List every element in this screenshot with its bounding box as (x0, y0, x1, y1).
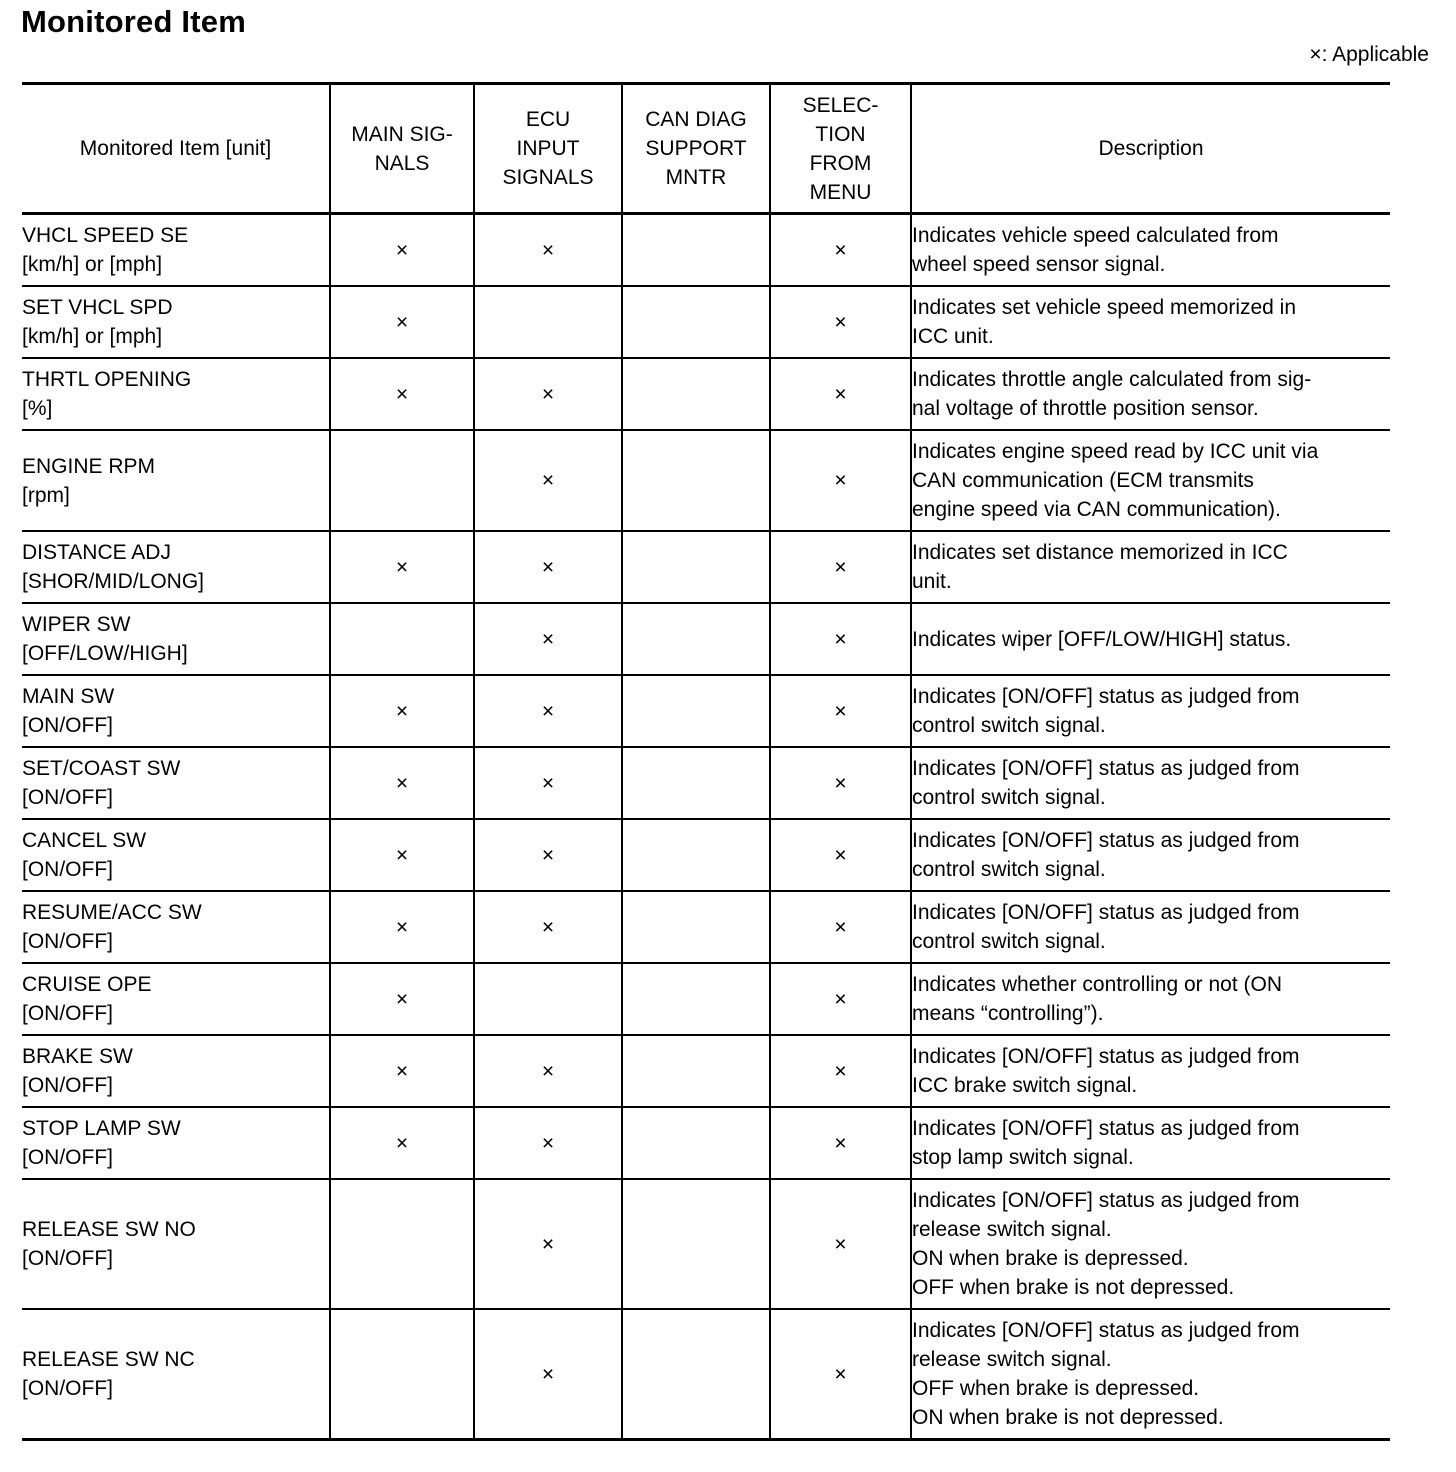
cell-selection-menu: × (770, 531, 911, 603)
table-row (22, 1309, 1390, 1440)
cell-selection-menu: × (770, 1179, 911, 1309)
cell-selection-menu: × (770, 286, 911, 358)
cell-ecu-input: × (474, 1309, 622, 1440)
cell-can-diag (622, 819, 770, 891)
cell-item: SET/COAST SW [ON/OFF] (22, 747, 330, 819)
table-row (22, 675, 1390, 747)
cell-item: SET VHCL SPD [km/h] or [mph] (22, 286, 330, 358)
cell-can-diag (622, 286, 770, 358)
cell-can-diag (622, 531, 770, 603)
cell-item: CRUISE OPE [ON/OFF] (22, 963, 330, 1035)
cell-ecu-input: × (474, 1179, 622, 1309)
cell-main-signals (330, 430, 474, 531)
table-row (22, 531, 1390, 603)
cell-item: WIPER SW [OFF/LOW/HIGH] (22, 603, 330, 675)
cell-item: MAIN SW [ON/OFF] (22, 675, 330, 747)
cell-can-diag (622, 1035, 770, 1107)
cell-item: ENGINE RPM [rpm] (22, 430, 330, 531)
cell-selection-menu: × (770, 819, 911, 891)
cell-can-diag (622, 891, 770, 963)
cell-main-signals (330, 603, 474, 675)
cell-main-signals (330, 1179, 474, 1309)
cell-selection-menu: × (770, 603, 911, 675)
table-row (22, 747, 1390, 819)
cell-selection-menu: × (770, 430, 911, 531)
header-ecu-input-signals: ECU INPUT SIGNALS (474, 84, 622, 214)
table-row (22, 819, 1390, 891)
cell-main-signals: × (330, 747, 474, 819)
cell-main-signals: × (330, 286, 474, 358)
cell-main-signals: × (330, 819, 474, 891)
cell-selection-menu: × (770, 891, 911, 963)
cell-description: Indicates whether controlling or not (ON means “controlling”). (911, 963, 1390, 1035)
cell-ecu-input (474, 286, 622, 358)
cell-description: Indicates throttle angle calculated from sig- nal voltage of throttle position sensor. (911, 358, 1390, 430)
cell-can-diag (622, 1309, 770, 1440)
cell-selection-menu: × (770, 747, 911, 819)
cell-main-signals (330, 1309, 474, 1440)
header-selection-from-menu: SELEC- TION FROM MENU (770, 84, 911, 214)
cell-main-signals: × (330, 675, 474, 747)
cell-description: Indicates wiper [OFF/LOW/HIGH] status. (911, 603, 1390, 675)
table-row (22, 430, 1390, 531)
cell-description: Indicates engine speed read by ICC unit via CAN communication (ECM transmits engine speed via CAN communication). (911, 430, 1390, 531)
cell-ecu-input: × (474, 819, 622, 891)
cell-description: Indicates [ON/OFF] status as judged from ICC brake switch signal. (911, 1035, 1390, 1107)
cell-item: RESUME/ACC SW [ON/OFF] (22, 891, 330, 963)
cell-selection-menu: × (770, 963, 911, 1035)
table-row (22, 1035, 1390, 1107)
cell-can-diag (622, 214, 770, 287)
cell-ecu-input: × (474, 675, 622, 747)
cell-main-signals: × (330, 531, 474, 603)
table-row (22, 214, 1390, 287)
cell-item: CANCEL SW [ON/OFF] (22, 819, 330, 891)
page-title: Monitored Item (21, 4, 246, 39)
cell-selection-menu: × (770, 1309, 911, 1440)
cell-can-diag (622, 1107, 770, 1179)
cell-selection-menu: × (770, 214, 911, 287)
cell-selection-menu: × (770, 1035, 911, 1107)
legend-applicable: ×: Applicable (1309, 43, 1429, 66)
cell-description: Indicates vehicle speed calculated from wheel speed sensor signal. (911, 214, 1390, 287)
cell-ecu-input: × (474, 1035, 622, 1107)
cell-description: Indicates [ON/OFF] status as judged from control switch signal. (911, 675, 1390, 747)
cell-can-diag (622, 1179, 770, 1309)
cell-main-signals: × (330, 1107, 474, 1179)
cell-item: DISTANCE ADJ [SHOR/MID/LONG] (22, 531, 330, 603)
header-monitored-item: Monitored Item [unit] (22, 84, 330, 214)
cell-item: BRAKE SW [ON/OFF] (22, 1035, 330, 1107)
cell-item: RELEASE SW NO [ON/OFF] (22, 1179, 330, 1309)
table-row (22, 1107, 1390, 1179)
cell-selection-menu: × (770, 675, 911, 747)
cell-ecu-input: × (474, 430, 622, 531)
table-row (22, 1179, 1390, 1309)
cell-can-diag (622, 963, 770, 1035)
cell-can-diag (622, 747, 770, 819)
cell-item: RELEASE SW NC [ON/OFF] (22, 1348, 195, 1400)
cell-description: Indicates set distance memorized in ICC unit. (911, 531, 1390, 603)
table-row (22, 603, 1390, 675)
cell-description: Indicates set vehicle speed memorized in ICC unit. (911, 286, 1390, 358)
table-row (22, 358, 1390, 430)
header-can-diag-support-mntr: CAN DIAG SUPPORT MNTR (622, 84, 770, 214)
table-row (22, 891, 1390, 963)
cell-ecu-input: × (474, 603, 622, 675)
cell-main-signals: × (330, 891, 474, 963)
table-header-row (22, 84, 1390, 214)
cell-description: Indicates [ON/OFF] status as judged from control switch signal. (911, 891, 1390, 963)
cell-description: Indicates [ON/OFF] status as judged from release switch signal. OFF when brake is depressed. ON when brake is not depressed. (911, 1309, 1390, 1440)
cell-description: Indicates [ON/OFF] status as judged from control switch signal. (911, 819, 1390, 891)
table-row (22, 963, 1390, 1035)
cell-main-signals: × (330, 214, 474, 287)
cell-item: THRTL OPENING [%] (22, 358, 330, 430)
cell-ecu-input: × (474, 1107, 622, 1179)
cell-item: STOP LAMP SW [ON/OFF] (22, 1107, 330, 1179)
cell-ecu-input: × (474, 891, 622, 963)
cell-main-signals: × (330, 1035, 474, 1107)
header-description: Description (911, 84, 1390, 214)
cell-can-diag (622, 430, 770, 531)
cell-ecu-input: × (474, 358, 622, 430)
cell-selection-menu: × (770, 1107, 911, 1179)
table-row (22, 286, 1390, 358)
cell-can-diag (622, 358, 770, 430)
header-main-signals: MAIN SIG- NALS (330, 84, 474, 214)
cell-ecu-input: × (474, 531, 622, 603)
cell-ecu-input: × (474, 214, 622, 287)
cell-selection-menu: × (770, 358, 911, 430)
cell-can-diag (622, 603, 770, 675)
monitored-item-table (22, 82, 1390, 1441)
cell-description: Indicates [ON/OFF] status as judged from control switch signal. (911, 747, 1390, 819)
cell-description: Indicates [ON/OFF] status as judged from release switch signal. ON when brake is depressed. OFF when brake is not depressed. (911, 1179, 1390, 1309)
cell-ecu-input: × (474, 747, 622, 819)
cell-main-signals: × (330, 358, 474, 430)
cell-can-diag (622, 675, 770, 747)
cell-description: Indicates [ON/OFF] status as judged from stop lamp switch signal. (911, 1107, 1390, 1179)
cell-ecu-input (474, 963, 622, 1035)
cell-main-signals: × (330, 963, 474, 1035)
cell-item: VHCL SPEED SE [km/h] or [mph] (22, 214, 330, 287)
